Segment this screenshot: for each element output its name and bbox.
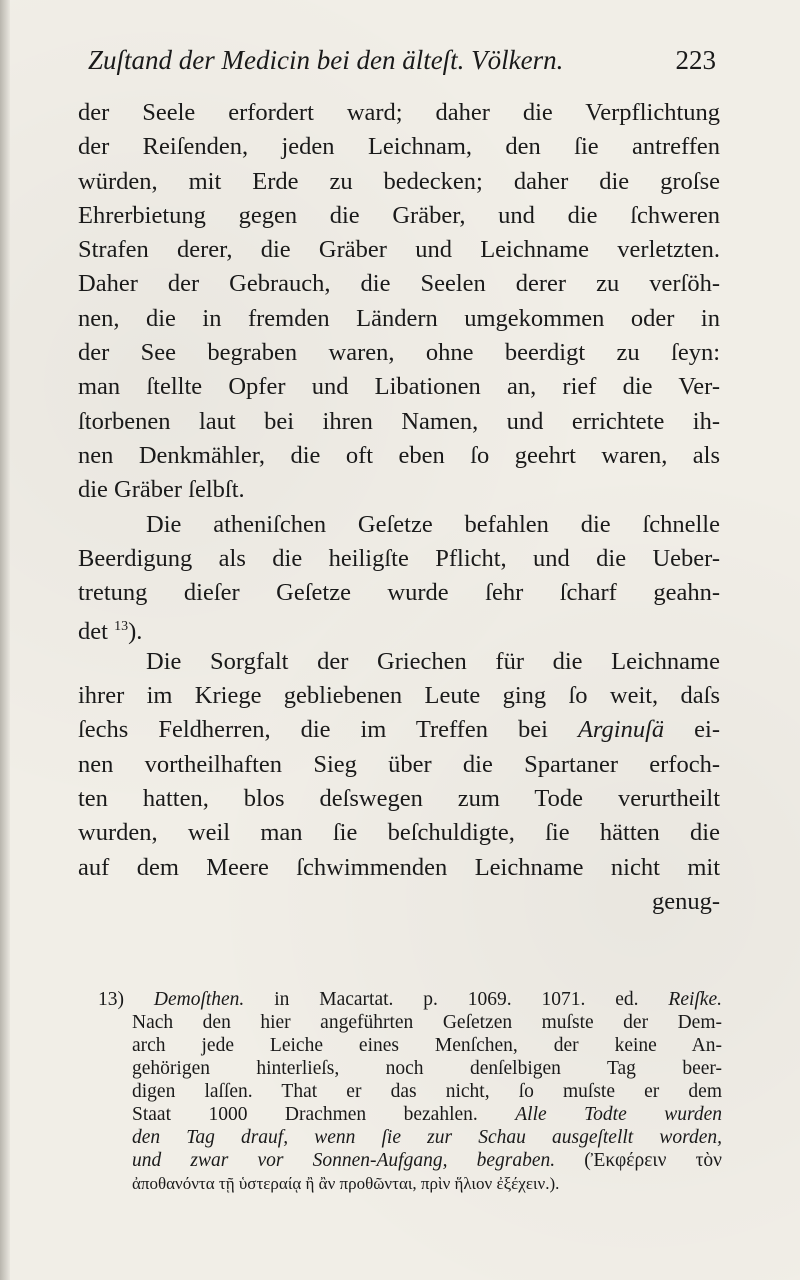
text-fragment: ei- [694, 716, 721, 744]
text-line: der See begraben waren, ohne beerdigt zu ſeyn: [78, 339, 720, 367]
footnote-line-mixed [98, 1149, 722, 1172]
footnote-editor: Reiſke. [668, 989, 722, 1010]
text-line: Strafen derer, die Gräber und Leichname verletzten. [78, 236, 720, 264]
text-line: ten hatten, blos deſswegen zum Tode verurtheilt [78, 784, 720, 812]
footnote-number: 13) [98, 989, 124, 1010]
text-line: Daher der Gebrauch, die Seelen derer zu verſöh- [78, 270, 720, 298]
place-name: Arginuſä [577, 716, 665, 744]
text-line: ihrer im Kriege gebliebenen Leute ging ſo weit, daſs [78, 682, 720, 710]
text-line: ſtorbenen laut bei ihren Namen, und errichtete ih- [78, 407, 720, 435]
running-head [88, 40, 716, 80]
footnote-citation: in Macartat. p. 1069. 1071. ed. [274, 989, 639, 1010]
text-line: der Reiſenden, jeden Leichnam, den ſie antreffen [78, 133, 720, 161]
main-text [78, 96, 720, 919]
footnote-line: digen laſſen. That er das nicht, ſo muſste er dem [132, 1081, 722, 1102]
text-line: nen, die in fremden Ländern umgekommen oder in [78, 304, 720, 332]
footnote-line: gehörigen hinterlieſs, noch denſelbigen Tag beer- [132, 1058, 722, 1079]
text-fragment: Staat 1000 Drachmen bezahlen. [132, 1104, 478, 1125]
footnote-first-line [98, 988, 722, 1011]
text-line: Beerdigung als die heiligſte Pflicht, und die Ueber- [78, 544, 720, 572]
footnote-line: arch jede Leiche eines Menſchen, der keine An- [132, 1035, 722, 1056]
text-line: man ſtellte Opfer und Libationen an, rief die Ver- [78, 373, 720, 401]
running-head-title: Zuſtand der Medicin bei den älteſt. Völkern. [88, 45, 564, 75]
footnote-line: Nach den hier angeführten Geſetzen muſste der Dem- [132, 1012, 722, 1033]
footnote-line-italic: den Tag drauf, wenn ſie zur Schau ausgeſtellt worden, [132, 1127, 722, 1148]
text-fragment: ſechs Feldherren, die im Treffen bei [78, 716, 548, 744]
text-line-with-place-name [78, 713, 720, 747]
text-line: Ehrerbietung gegen die Gräber, und die ſchweren [78, 201, 720, 229]
paragraph-start-line: Die Sorgfalt der Griechen für die Leichname [146, 647, 720, 675]
text-line: der Seele erfordert ward; daher die Verpflichtung [78, 99, 720, 126]
footnote-author: Demoſthen. [153, 989, 245, 1010]
text-line: die Gräber ſelbſt. [78, 476, 245, 504]
text-line: tretung dieſer Geſetze wurde ſehr ſcharf geahn- [78, 579, 720, 607]
page-edge-shadow [0, 0, 10, 1280]
footnote-reference: 13 [114, 619, 129, 635]
text-fragment-italic: Alle Todte wurden [515, 1104, 722, 1125]
text-line: auf dem Meere ſchwimmenden Leichname nicht mit [78, 853, 720, 881]
catchword: genug- [651, 887, 720, 915]
paragraph-start-line: Die atheniſchen Geſetze befahlen die ſchnelle [146, 510, 720, 538]
text-line-with-footnote-ref [78, 610, 720, 644]
text-line: wurden, weil man ſie beſchuldigte, ſie hätten die [78, 819, 720, 847]
page-number: 223 [675, 45, 716, 75]
footnote-line-mixed [98, 1103, 722, 1126]
greek-quote-open: (Ἐκφέρειν τὸν [584, 1150, 723, 1171]
footnotes [98, 988, 722, 1195]
text-fragment-italic: und zwar vor Sonnen-Aufgang, begraben. [132, 1150, 556, 1171]
text-fragment: det [78, 618, 108, 646]
footnote-reference-close: ). [128, 618, 143, 646]
footnote-greek-line: ἀποθανόντα τῇ ὑστεραίᾳ ἢ ἂν προθῶνται, πρὶν ἥλιον ἐξέχειν.). [132, 1174, 560, 1193]
text-line: nen vortheilhaften Sieg über die Spartaner erfoch- [78, 750, 720, 778]
text-line: nen Denkmähler, die oft eben ſo geehrt waren, als [78, 441, 720, 469]
text-line: würden, mit Erde zu bedecken; daher die groſse [78, 167, 720, 195]
